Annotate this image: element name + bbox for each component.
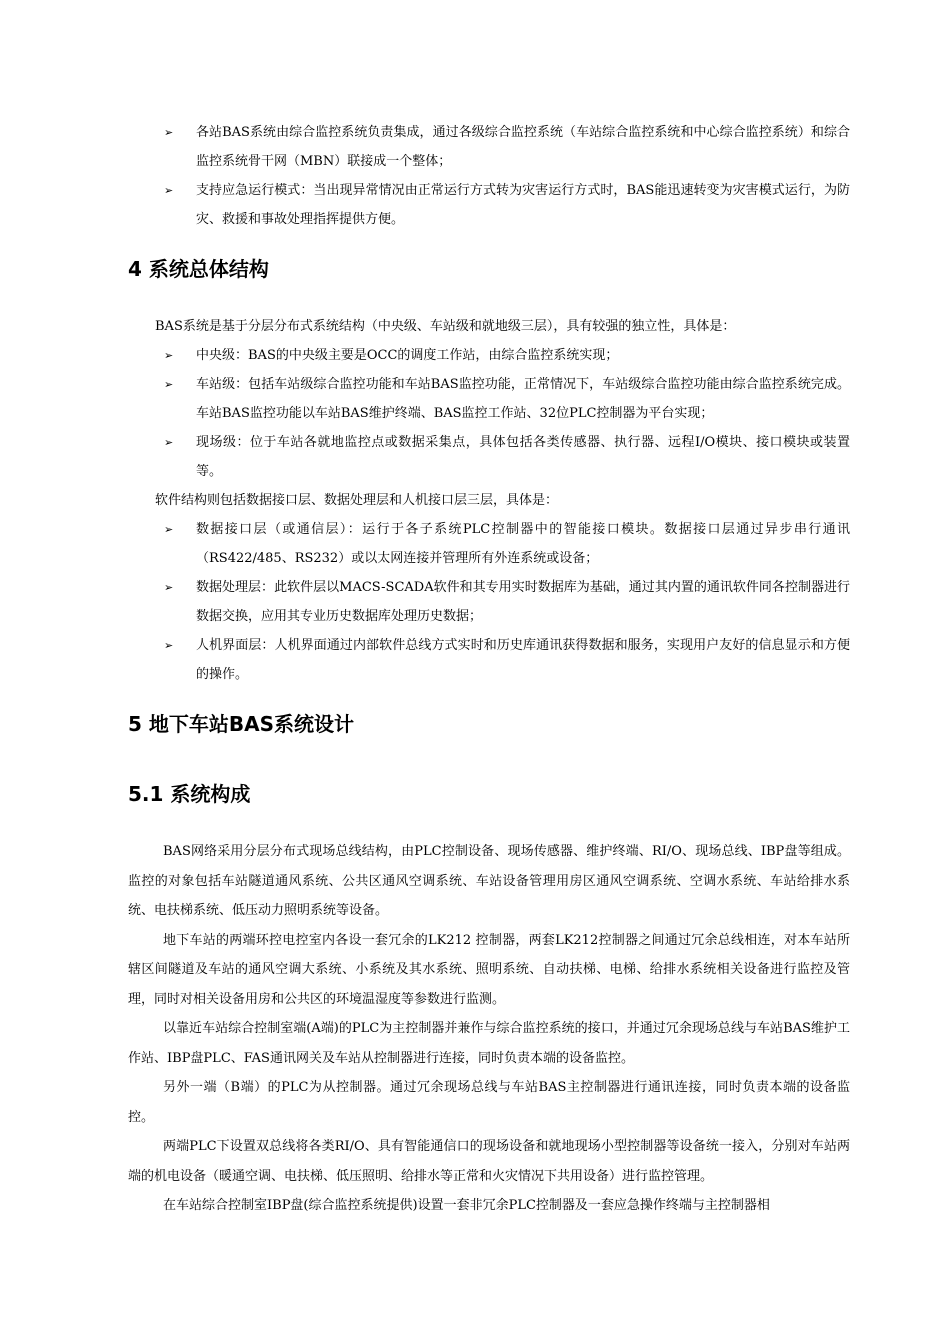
list-item: [128, 631, 850, 689]
section-4-heading: 4 系统总体结构: [128, 257, 269, 281]
list-item-text: 人机界面层：人机界面通过内部软件总线方式实时和历史库通讯获得数据和服务，实现用户友好的信息显示和方便的操作。: [196, 638, 850, 682]
list-item: [128, 341, 850, 370]
list-item-text: 各站BAS系统由综合监控系统负责集成，通过各级综合监控系统（车站综合监控系统和中心综合监控系统）和综合监控系统骨干网（MBN）联接成一个整体；: [196, 125, 850, 169]
list-item-text: 支持应急运行模式：当出现异常情况由正常运行方式转为灾害运行方式时，BAS能迅速转变为灾害模式运行，为防灾、救援和事故处理指挥提供方便。: [196, 183, 850, 227]
section-5-1-heading: 5.1 系统构成: [128, 782, 251, 806]
list-item: [128, 176, 850, 234]
arrow-bullet-icon: ➢: [164, 184, 174, 197]
body-paragraph: 另外一端（B端）的PLC为从控制器。通过冗余现场总线与车站BAS主控制器进行通讯连接，同时负责本端的设备监控。: [128, 1080, 850, 1125]
list-item: [128, 573, 850, 631]
list-item-text: 车站级：包括车站级综合监控功能和车站BAS监控功能，正常情况下，车站级综合监控功能由综合监控系统完成。车站BAS监控功能以车站BAS维护终端、BAS监控工作站、32位PLC控制器为平台实现；: [196, 377, 850, 421]
list-item: [128, 428, 850, 486]
body-paragraph: 两端PLC下设置双总线将各类RI/O、具有智能通信口的现场设备和就地现场小型控制器等设备统一接入，分别对车站两端的机电设备（暖通空调、电扶梯、低压照明、给排水等正常和火灾情况下共用设备）进行监控管理。: [128, 1139, 850, 1184]
arrow-bullet-icon: ➢: [164, 581, 174, 594]
software-intro: 软件结构则包括数据接口层、数据处理层和人机接口层三层，具体是：: [155, 493, 559, 508]
body-paragraph: BAS网络采用分层分布式现场总线结构，由PLC控制设备、现场传感器、维护终端、RI/O、现场总线、IBP盘等组成。监控的对象包括车站隧道通风系统、公共区通风空调系统、车站设备管理用房区通风空调系统、空调水系统、车站给排水系统、电扶梯系统、低压动力照明系统等设备。: [128, 844, 850, 918]
list-item-text: 数据接口层（或通信层）：运行于各子系统PLC控制器中的智能接口模块。数据接口层通过异步串行通讯（RS422/485、RS232）或以太网连接并管理所有外连系统或设备；: [196, 522, 850, 566]
arrow-bullet-icon: ➢: [164, 436, 174, 449]
section-5-heading: 5 地下车站BAS系统设计: [128, 712, 355, 736]
software-bullet-list: [128, 515, 850, 689]
page-content: [128, 118, 850, 1221]
list-item: [128, 370, 850, 428]
body-paragraph: 在车站综合控制室IBP盘(综合监控系统提供)设置一套非冗余PLC控制器及一套应急操作终端与主控制器相: [163, 1198, 770, 1213]
arrow-bullet-icon: ➢: [164, 126, 174, 139]
arrow-bullet-icon: ➢: [164, 523, 174, 536]
list-item-text: 现场级：位于车站各就地监控点或数据采集点，具体包括各类传感器、执行器、远程I/O模块、接口模块或装置等。: [196, 435, 850, 479]
arrow-bullet-icon: ➢: [164, 378, 174, 391]
intro-bullet-list: [128, 118, 850, 234]
level-bullet-list: [128, 341, 850, 486]
body-paragraph: 地下车站的两端环控电控室内各设一套冗余的LK212 控制器，两套LK212控制器之间通过冗余总线相连，对本车站所辖区间隧道及车站的通风空调大系统、小系统及其水系统、照明系统、自动扶梯、电梯、给排水系统相关设备进行监控及管理，同时对相关设备用房和公共区的环境温湿度等参数进行监测。: [128, 932, 850, 1007]
structure-intro: BAS系统是基于分层分布式系统结构（中央级、车站级和就地级三层），具有较强的独立性，具体是：: [155, 319, 736, 334]
list-item: [128, 515, 850, 573]
list-item-text: 中央级：BAS的中央级主要是OCC的调度工作站，由综合监控系统实现；: [196, 348, 619, 363]
arrow-bullet-icon: ➢: [164, 639, 174, 652]
list-item: [128, 118, 850, 176]
body-paragraph: 以靠近车站综合控制室端(A端)的PLC为主控制器并兼作与综合监控系统的接口，并通过冗余现场总线与车站BAS维护工作站、IBP盘PLC、FAS通讯网关及车站从控制器进行连接，同时负责本端的设备监控。: [128, 1021, 850, 1066]
arrow-bullet-icon: ➢: [164, 349, 174, 362]
list-item-text: 数据处理层：此软件层以MACS-SCADA软件和其专用实时数据库为基础，通过其内置的通讯软件同各控制器进行数据交换，应用其专业历史数据库处理历史数据；: [196, 580, 850, 624]
